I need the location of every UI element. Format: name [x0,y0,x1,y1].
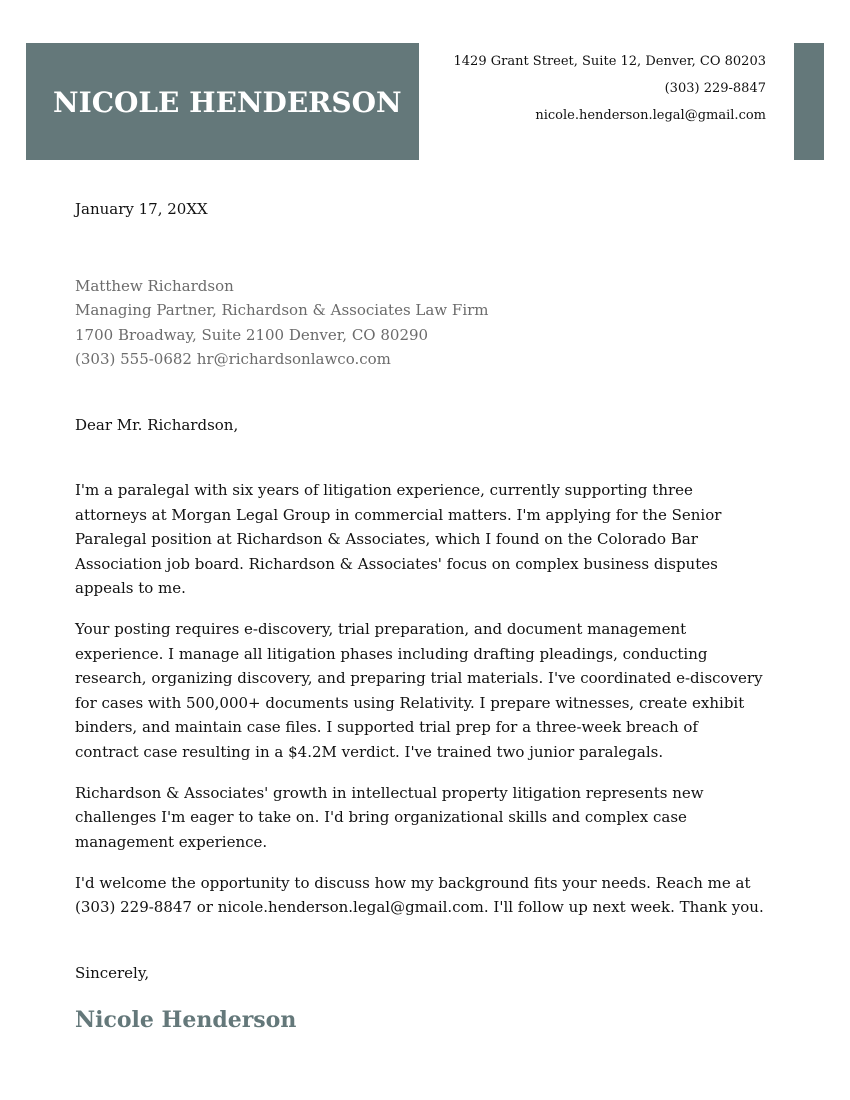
contact-email: nicole.henderson.legal@gmail.com [535,108,766,123]
recipient-block [75,274,765,372]
recipient-contact: (303) 555-0682 hr@richardsonlawco.com [75,350,391,368]
body-paragraph: Your posting requires e-discovery, trial preparation, and document management experience. I manage all litigation phases including drafting pleadings, conducting research, organizing discovery, and preparing trial materials. I've coordinated e-discovery for cases with 500,000+ documents using Relativity. I prepare witnesses, create exhibit binders, and maintain case files. I supported trial prep for a three-week breach of contract case resulting in a $4.2M verdict. I've trained two junior paralegals. [75,620,763,761]
recipient-name: Matthew Richardson [75,276,234,295]
contact-info [454,48,766,129]
recipient-address: 1700 Broadway, Suite 2100 Denver, CO 80290 [75,325,429,344]
recipient-title: Managing Partner, Richardson & Associates Law Firm [75,301,489,319]
salutation: Dear Mr. Richardson, [75,415,239,434]
letter-date: January 17, 20XX [75,200,208,218]
signature: Nicole Henderson [75,1007,297,1033]
contact-address: 1429 Grant Street, Suite 12, Denver, CO 80203 [453,54,766,69]
letter-body [75,197,765,1037]
contact-phone: (303) 229-8847 [664,81,766,96]
closing: Sincerely, [75,963,150,982]
accent-bar [794,43,824,160]
body-paragraph: I'd welcome the opportunity to discuss how my background fits your needs. Reach me at (303) 229-8847 or nicole.henderson.legal@gmail.com. I'll follow up next week. Thank you. [75,873,764,916]
name-banner [26,43,419,160]
body-paragraph: I'm a paralegal with six years of litigation experience, currently supporting three attorneys at Morgan Legal Group in commercial matters. I'm applying for the Senior Paralegal position at Richardson & Associates, which I found on the Colorado Bar Association job board. Richardson & Associates' focus on complex business disputes appeals to me. [75,481,722,597]
body-paragraph: Richardson & Associates' growth in intellectual property litigation represents new challenges I'm eager to take on. I'd bring organizational skills and complex case management experience. [75,783,704,851]
applicant-name: NICOLE HENDERSON [53,86,402,119]
